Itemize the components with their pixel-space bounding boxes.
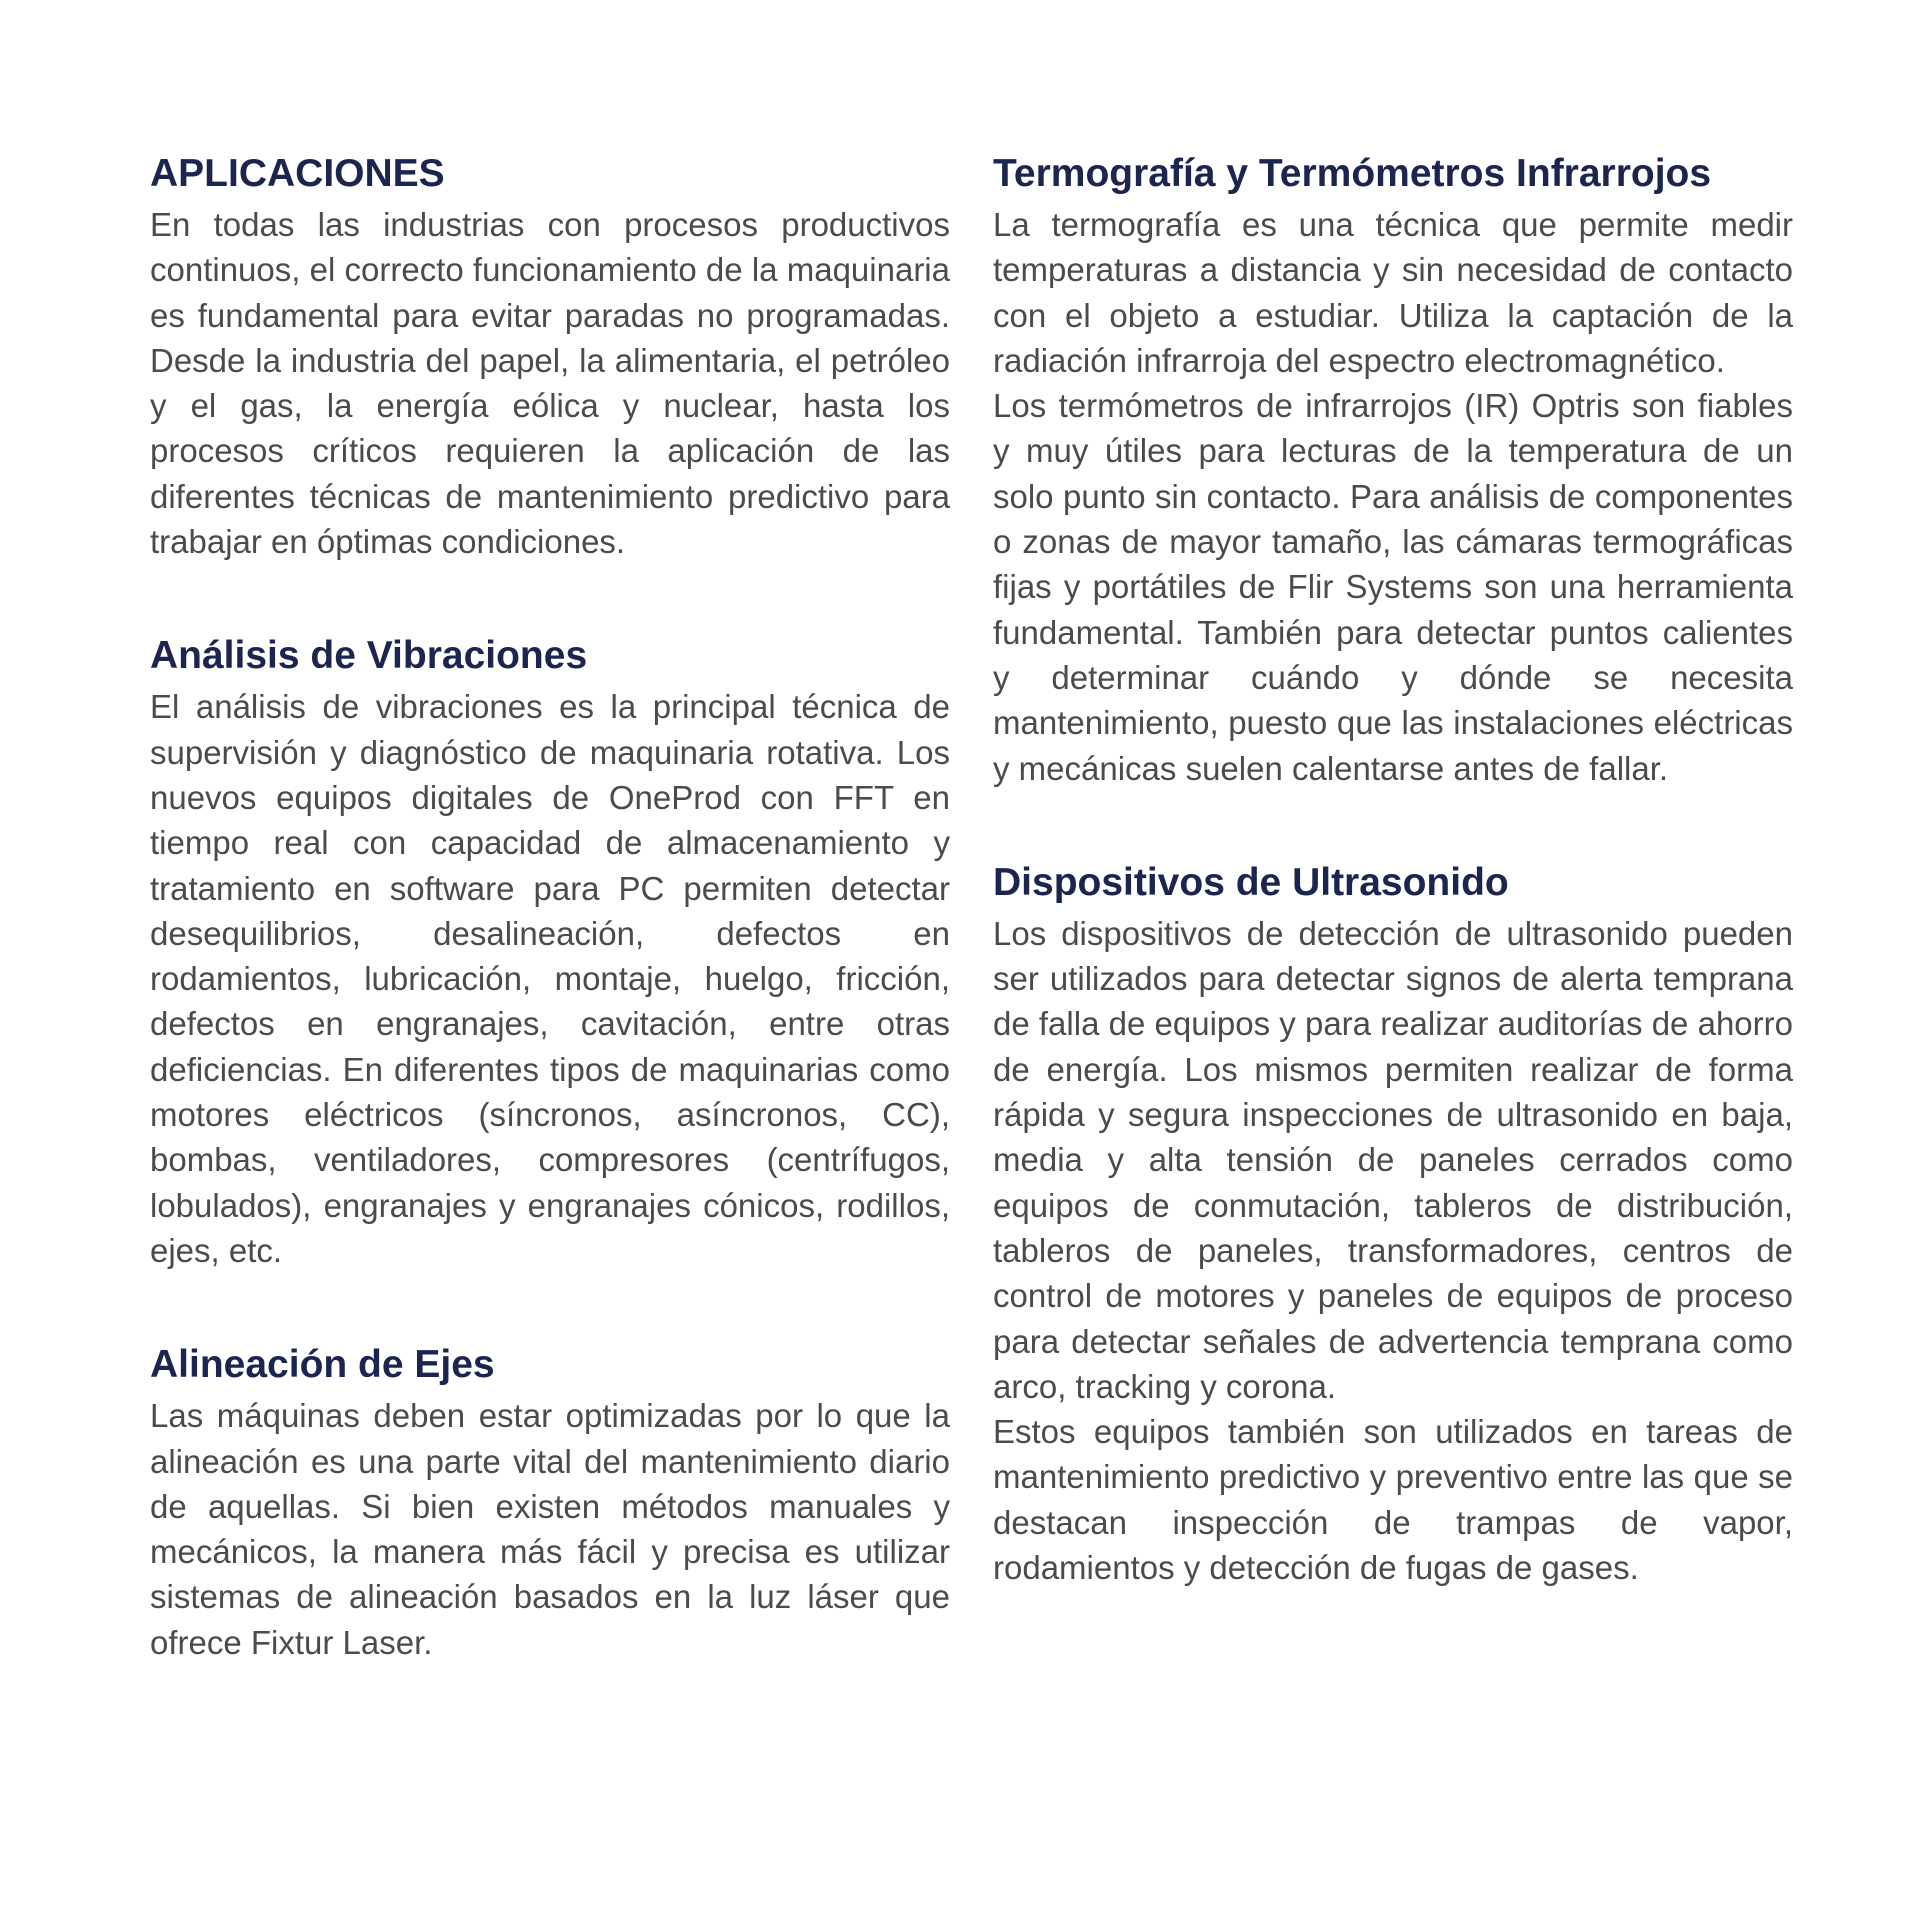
section-body-shaft-alignment: Las máquinas deben estar optimizadas por lo que la alineación es una parte vital del mantenimiento diario de aquellas. Si bien existen métodos manuales y mecánicos, la manera más fácil y precisa es utilizar sistemas de alineación basados en la luz láser que ofrece Fixtur Laser. — [150, 1397, 950, 1661]
left-column — [150, 150, 950, 1733]
section-title-thermography: Termografía y Termómetros Infrarrojos — [993, 152, 1712, 195]
section-body-vibration-analysis: El análisis de vibraciones es la principal técnica de supervisión y diagnóstico de maquinaria rotativa. Los nuevos equipos digitales de OneProd con FFT en tiempo real con capacidad de almacenamiento y tratamiento en software para PC permiten detectar desequilibrios, desalineación, defectos en rodamientos, lubricación, montaje, huelgo, fricción, defectos en engranajes, cavitación, entre otras deficiencias. En diferentes tipos de maquinarias como motores eléctricos (síncronos, asíncronos, CC), bombas, ventiladores, compresores (centrífugos, lobulados), engranajes y engranajes cónicos, rodillos, ejes, etc. — [150, 688, 950, 1269]
section-vibration-analysis — [150, 632, 950, 1273]
section-title-shaft-alignment: Alineación de Ejes — [150, 1343, 495, 1387]
section-title-applications: APLICACIONES — [150, 152, 445, 195]
section-body-thermography-2: Los termómetros de infrarrojos (IR) Optris son fiables y muy útiles para lecturas de la temperatura de un solo punto sin contacto. Para análisis de componentes o zonas de mayor tamaño, las cámaras termográficas fijas y portátiles de Flir Systems son una herramienta fundamental. También para detectar puntos calientes y determinar cuándo y dónde se necesita mantenimiento, puesto que las instalaciones eléctricas y mecánicas suelen calentarse antes de fallar. — [993, 387, 1793, 787]
section-ultrasound — [993, 859, 1793, 1590]
section-title-vibration-analysis: Análisis de Vibraciones — [150, 634, 588, 678]
section-applications — [150, 150, 950, 564]
right-column — [993, 150, 1793, 1658]
section-body-ultrasound-1: Los dispositivos de detección de ultrasonido pueden ser utilizados para detectar signos de alerta temprana de falla de equipos y para realizar auditorías de ahorro de energía. Los mismos permiten realizar de forma rápida y segura inspecciones de ultrasonido en baja, media y alta tensión de paneles cerrados como equipos de conmutación, tableros de distribución, tableros de paneles, transformadores, centros de control de motores y paneles de equipos de proceso para detectar señales de advertencia temprana como arco, tracking y corona. — [993, 914, 1793, 1405]
section-body-thermography-1: La termografía es una técnica que permite medir temperaturas a distancia y sin necesidad de contacto con el objeto a estudiar. Utiliza la captación de la radiación infrarroja del espectro electromagnético. — [993, 206, 1793, 379]
section-shaft-alignment — [150, 1341, 950, 1665]
section-body-applications: En todas las industrias con procesos productivos continuos, el correcto funcionamiento de la maquinaria es fundamental para evitar paradas no programadas. Desde la industria del papel, la alimentaria, el petróleo y el gas, la energía eólica y nuclear, hasta los procesos críticos requieren la aplicación de las diferentes técnicas de mantenimiento predictivo para trabajar en óptimas condiciones. — [150, 206, 950, 561]
section-body-ultrasound-2: Estos equipos también son utilizados en tareas de mantenimiento predictivo y preventivo entre las que se destacan inspección de trampas de vapor, rodamientos y detección de fugas de gases. — [993, 1413, 1793, 1587]
section-title-ultrasound: Dispositivos de Ultrasonido — [993, 860, 1509, 904]
section-thermography — [993, 150, 1793, 791]
